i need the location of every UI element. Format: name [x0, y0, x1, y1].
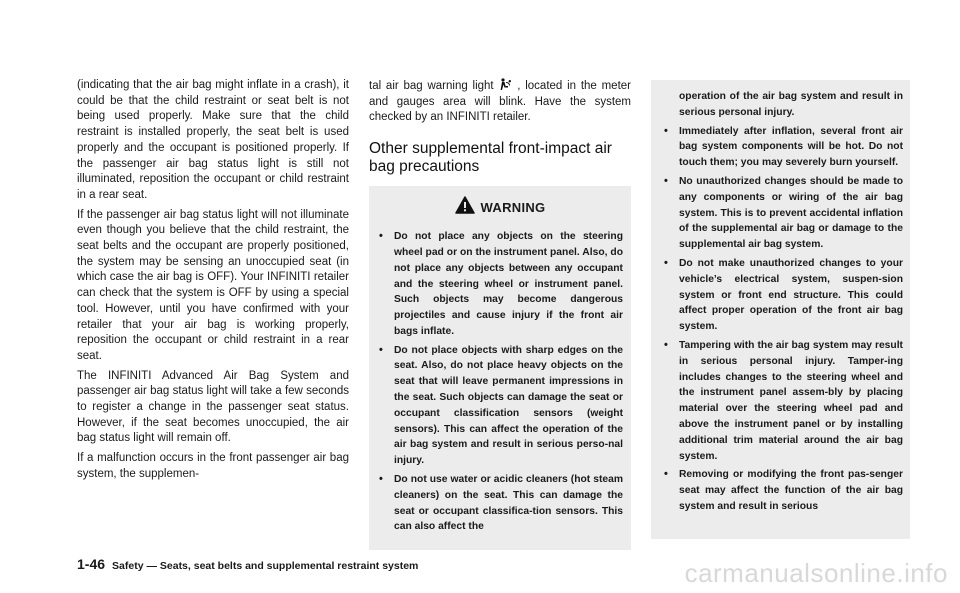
list-item: • Removing or modifying the front pas-senger seat may affect the function of the air bag system and result in serious: [662, 467, 903, 514]
warning-box: [369, 186, 631, 550]
paragraph: The INFINITI Advanced Air Bag System and passenger air bag status light will take a few seconds to register a change in the passenger seat status. However, if the seat becomes unoccupied, the air bag status light will remain off.: [77, 369, 349, 445]
column-left: [77, 78, 349, 487]
section-heading: Other supplemental front-impact air bag precautions: [369, 140, 612, 176]
list-item-continuation: operation of the air bag system and result in serious personal injury.: [679, 91, 903, 118]
paragraph: If the passenger air bag status light will not illuminate even though you believe that the child restraint, the seat belts and the occupant are properly positioned, the system may be sensing an unoccupied seat (in which case the air bag is OFF). Your INFINITI retailer can check that the system is OFF by using a special tool. However, until you have confirmed with your retailer that your air bag is working properly, reposition the occupant or child restraint in a rear seat.: [77, 208, 349, 362]
column-middle: [369, 78, 631, 550]
section-title: Safety — Seats, seat belts and supplemental restraint system: [112, 560, 419, 572]
list-item: • Tampering with the air bag system may result in serious personal injury. Tamper-ing includes changes to the steering wheel and the instrument panel assem-bly by placing material over the steering wheel pad and above the instrument panel or by installing additional trim material around the air bag system.: [662, 338, 903, 464]
intro-paragraph: [369, 78, 631, 126]
list-item: • Do not place objects with sharp edges on the seat. Also, do not place heavy objects on the seat that will leave permanent impressions in the seat. Such objects can damage the seat or occupant classification sensors (weight sensors). This can affect the operation of the air bag system and result in serious perso-nal injury.: [377, 343, 623, 469]
paragraph: (indicating that the air bag might inflate in a crash), it could be that the child restraint or seat belt is not being used properly. Make sure that the child restraint is installed properly, the seat belt is used properly and the occupant is positioned properly. If the passenger air bag status light is still not illuminated, reposition the occupant or child restraint in a rear seat.: [77, 79, 349, 201]
list-item: • Do not make unauthorized changes to your vehicle’s electrical system, suspen-sion system or front end structure. This could affect proper operation of the front air bag system.: [662, 256, 903, 335]
airbag-warning-icon: [498, 78, 512, 91]
intro-text-after: , located in the meter and gauges area will blink. Have the system checked by an INFINITI retailer.: [369, 80, 631, 124]
column-right-warning-continued: [651, 80, 910, 539]
list-item: • Immediately after inflation, several front air bag system components will be hot. Do not touch them; you may severely burn yourself.: [662, 124, 903, 171]
paragraph: If a malfunction occurs in the front passenger air bag system, the supplemen-: [77, 452, 349, 480]
page-footer: [77, 556, 418, 572]
list-item: • No unauthorized changes should be made to any components or wiring of the air bag system. This is to prevent accidental inflation of the supplemental air bag or damage to the supplemental air bag system.: [662, 174, 903, 253]
page-number: 1-46: [77, 556, 106, 572]
warning-header: [377, 196, 623, 219]
list-item: • Do not place any objects on the steering wheel pad or on the instrument panel. Also, do not place any objects between any occupant and the steering wheel or instrument panel. Such objects may become dangerous projectiles and cause injury if the front air bags inflate.: [377, 229, 623, 340]
warning-title: WARNING: [480, 200, 546, 216]
warning-list: [377, 229, 623, 535]
warning-list: [662, 89, 903, 515]
list-item: • Do not use water or acidic cleaners (hot steam cleaners) on the seat. This can damage the seat or occupant classifica-tion sensors. This can also affect the: [377, 472, 623, 535]
intro-text-before: tal air bag warning light: [369, 80, 494, 92]
watermark: carmanualsonline.info: [684, 558, 948, 588]
warning-triangle-icon: [455, 196, 475, 219]
